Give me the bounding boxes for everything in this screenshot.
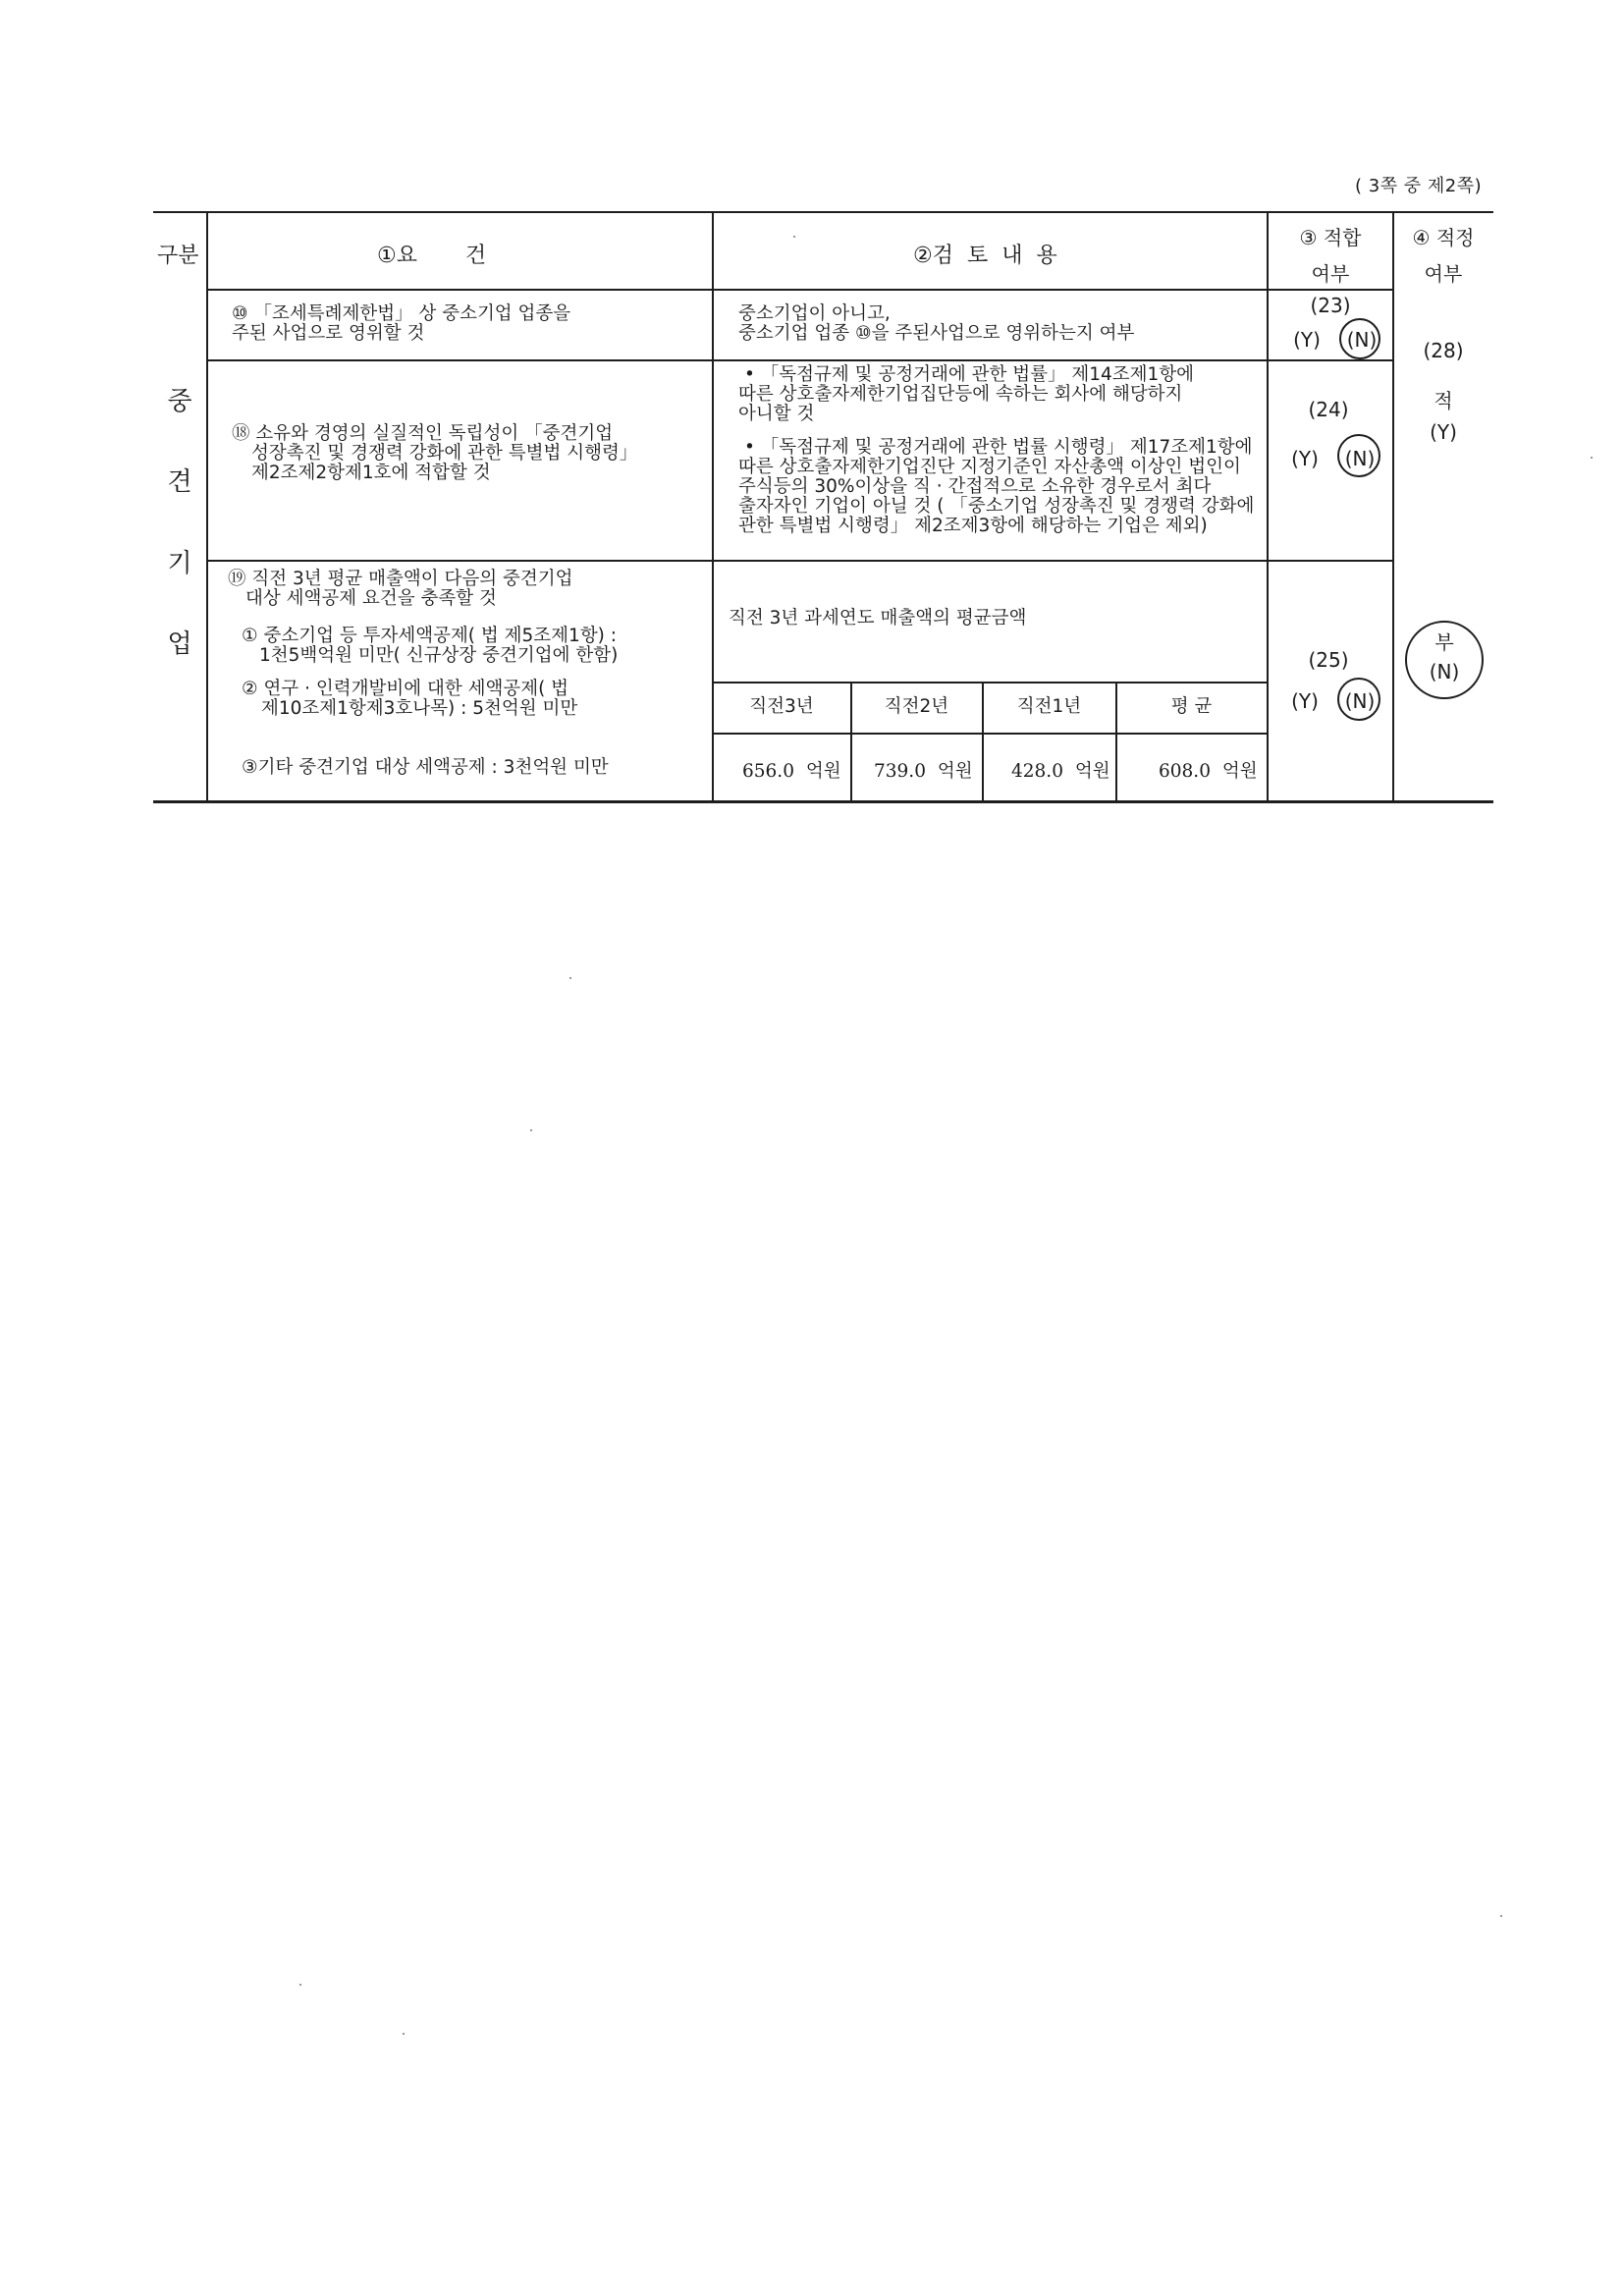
row3-item2-line2: 제10조제1항제3호나목) : 5천억원 미만 <box>261 698 578 719</box>
row1-requirement-line2: 주된 사업으로 영위할 것 <box>232 323 425 344</box>
row1-requirement-line1: ⑩ 「조세특례제한법」 상 중소기업 업종을 <box>232 303 571 324</box>
row3-fit-no-circle <box>1337 678 1380 721</box>
row1-review-line2: 중소기업 업종 ⑩을 주된사업으로 영위하는지 여부 <box>738 323 1135 344</box>
row3-item1-line1: ① 중소기업 등 투자세액공제( 법 제5조제1항) : <box>242 626 618 646</box>
sales-header-top-rule <box>712 682 1267 683</box>
row2-fit-no: (N) <box>1344 447 1376 470</box>
row2-review-line1: • 「독점규제 및 공정거래에 관한 법률」 제14조제1항에 <box>744 364 1195 385</box>
row2-requirement-line1: ⑱ 소유와 경영의 실질적인 독립성이 「중견기업 <box>232 423 614 444</box>
row2-review-line8: 관한 특별법 시행령」 제2조제3항에 해당하는 기업은 제외) <box>738 516 1208 536</box>
header-category: 구분 <box>157 244 199 268</box>
row2-requirement-line2: 성장촉진 및 경쟁력 강화에 관한 특별법 시행령」 <box>251 443 638 464</box>
sales-value-3y-unit: 억원 <box>805 761 841 782</box>
row2-review-line5: 따른 상호출자제한기업진단 지정기준인 자산총액 이상인 법인이 <box>738 457 1241 477</box>
row1-fit-yes: (Y) <box>1293 328 1321 352</box>
row1-fit-no-circle <box>1339 318 1380 359</box>
row2-fit-no-circle <box>1337 434 1380 477</box>
appropriate-lower-code: (N) <box>1429 660 1460 683</box>
sales-value-2y <box>874 762 973 782</box>
scan-speck <box>299 1984 301 1986</box>
row2-bottom-rule <box>206 560 1392 562</box>
row3-review: 직전 3년 과세연도 매출액의 평균금액 <box>729 608 1027 629</box>
row3-fit-yes: (Y) <box>1291 689 1319 713</box>
sales-header-1y: 직전1년 <box>1016 696 1082 717</box>
appropriate-lower-value: 부 <box>1434 630 1454 654</box>
sales-value-1y <box>1011 762 1110 782</box>
row3-requirement-intro-line1: ⑲ 직전 3년 평균 매출액이 다음의 중견기업 <box>228 569 573 589</box>
header-appropriate-line2: 여부 <box>1424 262 1463 286</box>
category-divider <box>206 211 208 800</box>
row3-requirement-intro-line2: 대상 세액공제 요건을 충족할 것 <box>245 588 497 609</box>
row2-review-line2: 따른 상호출자제한기업집단등에 속하는 회사에 해당하지 <box>738 384 1183 405</box>
sales-value-1y-number: 428.0 <box>1011 761 1063 782</box>
scan-speck <box>569 977 571 979</box>
row2-fit-number: (24) <box>1308 398 1349 421</box>
sales-value-3y-number: 656.0 <box>742 761 794 782</box>
category-char-4: 업 <box>167 629 192 659</box>
row1-review-line1: 중소기업이 아니고, <box>738 303 891 324</box>
row2-review-line7: 출자자인 기업이 아닐 것 ( 「중소기업 성장촉진 및 경쟁력 강화에 <box>738 496 1255 517</box>
header-review: ②검 토 내 용 <box>913 244 1057 268</box>
row3-item3-line1: ③기타 중견기업 대상 세액공제 : 3천억원 미만 <box>242 757 609 778</box>
row2-review-line4: • 「독점규제 및 공정거래에 관한 법률 시행령」 제17조제1항에 <box>744 437 1253 458</box>
review-divider <box>1267 211 1269 800</box>
category-char-1: 중 <box>167 387 192 416</box>
row2-requirement-line3: 제2조제2항제1호에 적합할 것 <box>251 463 491 483</box>
row3-item1-line2: 1천5백억원 미만( 신규상장 중견기업에 한함) <box>259 645 619 666</box>
sales-value-avg-number: 608.0 <box>1159 761 1211 782</box>
sales-value-1y-unit: 억원 <box>1074 761 1110 782</box>
table-bottom-rule <box>153 800 1493 803</box>
header-appropriate-line1: ④ 적정 <box>1412 226 1475 249</box>
row2-review-line6: 주식등의 30%이상을 직 · 간접적으로 소유한 경우로서 최다 <box>738 476 1212 497</box>
row1-bottom-rule <box>206 359 1392 361</box>
scan-speck <box>403 2033 405 2035</box>
header-fit-line2: 여부 <box>1311 262 1350 286</box>
row1-fit-no: (N) <box>1346 328 1378 352</box>
sales-value-2y-number: 739.0 <box>874 761 926 782</box>
page-reference: ( 3쪽 중 제2쪽) <box>1355 176 1483 196</box>
row3-item2-line1: ② 연구 · 인력개발비에 대한 세액공제( 법 <box>242 679 569 699</box>
sales-header-bottom-rule <box>712 733 1267 735</box>
sales-value-3y <box>742 762 841 782</box>
scan-speck <box>793 236 795 238</box>
header-bottom-rule <box>206 289 1392 291</box>
sales-value-avg <box>1159 762 1258 782</box>
row1-fit-number: (23) <box>1310 294 1351 317</box>
category-char-2: 견 <box>167 467 192 497</box>
sales-header-2y: 직전2년 <box>884 696 949 717</box>
row3-fit-no: (N) <box>1344 689 1376 713</box>
header-requirement: ①요 건 <box>377 244 487 268</box>
appropriate-upper-code: (Y) <box>1430 420 1457 444</box>
sales-value-2y-unit: 억원 <box>937 761 973 782</box>
appropriate-upper-number: (28) <box>1423 339 1464 362</box>
scan-speck <box>530 1129 532 1131</box>
row3-fit-number: (25) <box>1308 648 1349 672</box>
category-char-3: 기 <box>167 549 192 578</box>
sales-header-3y: 직전3년 <box>749 696 814 717</box>
fit-divider <box>1392 211 1394 800</box>
row2-review-line3: 아니할 것 <box>738 404 815 424</box>
sales-value-avg-unit: 억원 <box>1221 761 1258 782</box>
appropriate-upper-value: 적 <box>1434 389 1453 412</box>
table-top-rule <box>153 211 1493 213</box>
scan-speck <box>1500 1915 1502 1917</box>
row2-fit-yes: (Y) <box>1291 447 1319 470</box>
scan-speck <box>1591 457 1593 459</box>
header-fit-line1: ③ 적합 <box>1299 226 1362 249</box>
sales-header-avg: 평 균 <box>1170 696 1213 717</box>
